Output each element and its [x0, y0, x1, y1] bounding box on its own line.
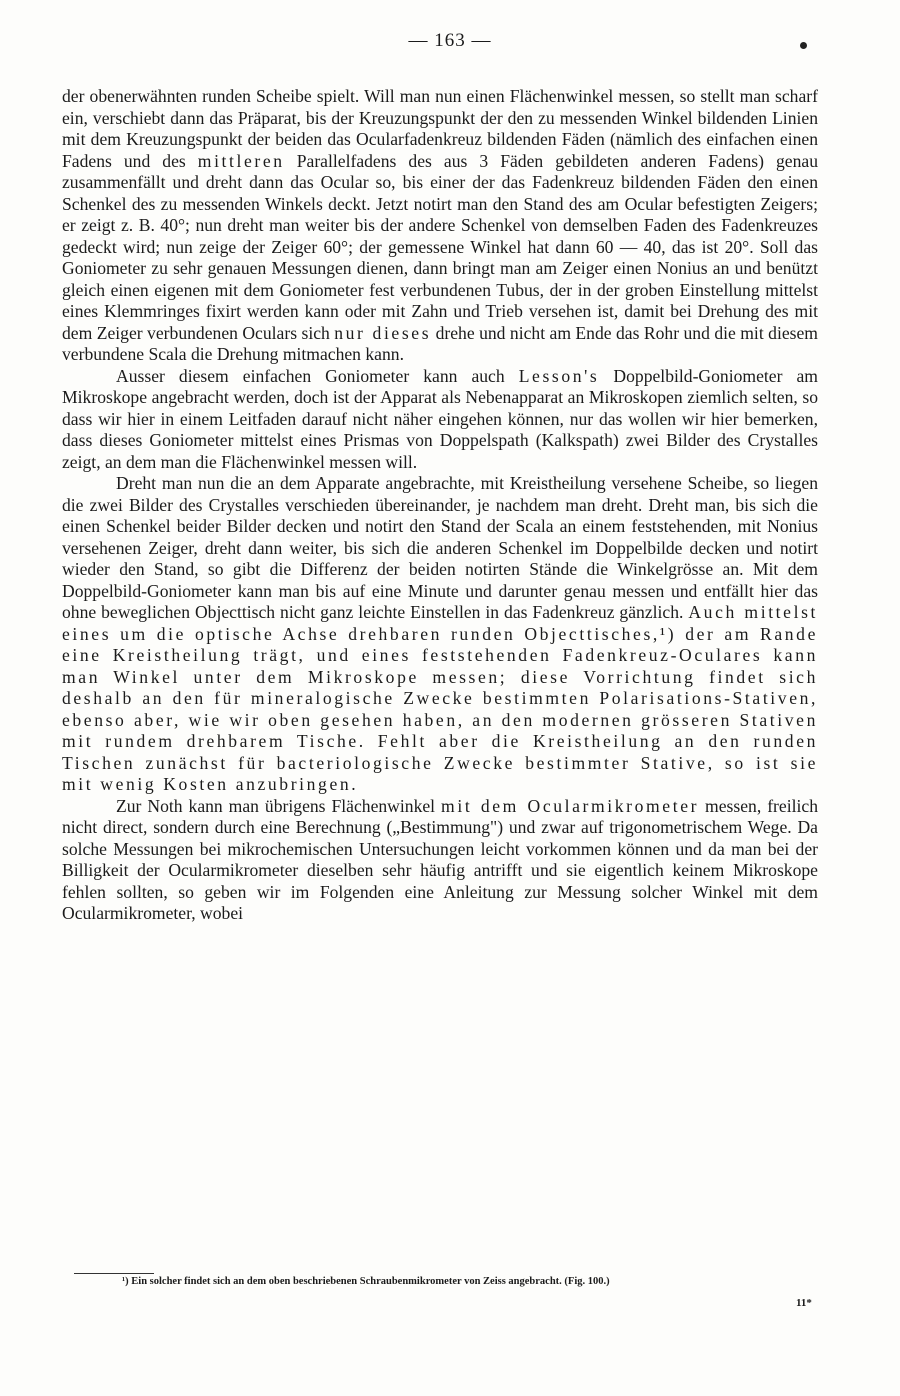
signature-mark: 11* [796, 1297, 812, 1309]
spaced-emphasis-text: Lesson's [518, 365, 600, 386]
text-run: Ausser diesem einfachen Goniometer kann auch [116, 365, 519, 386]
body-text [62, 86, 818, 925]
spaced-emphasis-text: Auch mittelst eines um die optische Achse drehbaren runden Objecttisches, [62, 602, 819, 644]
paragraph [62, 796, 818, 925]
spaced-emphasis-text: der am Rande eine Kreistheilung trägt, und eines feststehenden Fadenkreuz-Oculares kann man Winkel unter dem Mikroskope messen; diese Vorrichtung findet sich deshalb an den für mineralogische Zwecke bestimmten Polarisations-Stativen, ebenso aber, wie wir oben gesehen haben, an den modernen grösseren Stativen mit rundem drehbarem Tische. Fehlt aber die Kreistheilung an den runden Tischen zunächst für bacteriologische Zwecke bestimmter Stative, so ist sie mit wenig Kosten anzubringen. [62, 623, 818, 794]
paragraph [62, 86, 818, 366]
text-run: drehe und nicht am Ende das Rohr und die mit diesem verbundene Scala die Drehung mitmachen kann. [62, 322, 818, 364]
spaced-emphasis-text: ¹) [659, 623, 686, 644]
paragraph [62, 473, 818, 796]
footnote: ¹) Ein solcher findet sich an dem oben beschriebenen Schraubenmikrometer von Zeiss angebracht. (Fig. 100.) [122, 1276, 610, 1287]
text-run: messen, freilich nicht direct, sondern durch eine Berechnung („Bestimmung") und zwar auf trigonometrischem Wege. Da solche Messungen bei mikrochemischen Untersuchungen leicht vorkommen können und da man bei der Billigkeit der Ocularmikrometer dieselben sehr häufig antrifft und sie eigentlich keinem Mikroskope fehlen sollten, so geben wir im Folgenden eine Anleitung zur Messung solcher Winkel mit dem Ocularmikrometer, wobei [62, 795, 818, 923]
text-run: der obenerwähnten runden Scheibe spielt. Will man nun einen Flächenwinkel messen, so stellt man scharf ein, verschiebt dann das Präparat, bis der Kreuzungspunkt der den zu messenden Winkel bildenden Linien mit dem Kreuzungspunkt der beiden das Ocularfadenkreuz bildenden Fäden (nämlich des einfachen einen Fadens und des [62, 86, 818, 171]
ink-dot-mark [800, 42, 807, 49]
page-number: — 163 — [408, 30, 492, 51]
text-run: Dreht man nun die an dem Apparate angebrachte, mit Kreistheilung versehene Scheibe, so liegen die zwei Bilder des Crystalles verschieden übereinander, je nachdem man dreht. Dreht man, bis sich die einen Schenkel beider Bilder decken und notirt den Stand der Scala an einem feststehenden, mit Nonius versehenen Zeiger, dreht dann weiter, bis sich die anderen Schenkel im Doppelbilde decken und notirt wieder den Stand, so gibt die Differenz der beiden notirten Stände die Winkelgrösse an. Mit dem Doppelbild-Goniometer kann man bis auf eine Minute und darunter genau messen und entfällt hier das ohne beweglichen Objecttisch nicht ganz leichte Einstellen in das Fadenkreuz gänzlich. [62, 473, 818, 622]
spaced-emphasis-text: mittleren [197, 150, 285, 171]
text-run: Zur Noth kann man übrigens Flächenwinkel [116, 795, 442, 816]
spaced-emphasis-text: mit dem Ocularmikrometer [441, 795, 700, 816]
spaced-emphasis-text: nur dieses [334, 322, 432, 343]
text-run: Doppelbild-Goniometer am Mikroskope angebracht werden, doch ist der Apparat als Nebenapparat an Mikroskopen ziemlich selten, so dass wir hier in einem Leitfaden darauf nicht näher eingehen können, nur das wollen wir hier bemerken, dass dieses Goniometer mittelst eines Prismas von Doppelspath (Kalkspath) zwei Bilder des Crystalles zeigt, an dem man die Flächenwinkel messen will. [62, 365, 818, 472]
text-run: Parallelfadens des aus 3 Fäden gebildeten anderen Fadens) genau zusammenfällt und dreht dann das Ocular so, bis einer der das Fadenkreuz bildenden Fäden den einen Schenkel des zu messenden Winkels deckt. Jetzt notirt man den Stand des am Ocular befestigten Zeigers; er zeigt z. B. 40°; nun dreht man weiter bis der andere Schenkel von demselben Faden des Fadenkreuzes gedeckt wird; nun zeige der Zeiger 60°; der gemessene Winkel hat dann 60 — 40, das ist 20°. Soll das Goniometer zu sehr genauen Messungen dienen, dann bringt man am Zeiger einen Nonius an und benützt gleich einen eigenen mit dem Goniometer fest verbundenen Tubus, der in der groben Einstellung mittelst eines Klemmringes fixirt werden kann oder mit Zahn und Trieb versehen ist, damit bei Drehung des mit dem Zeiger verbundenen Oculars sich [62, 150, 818, 343]
paragraph [62, 366, 818, 474]
